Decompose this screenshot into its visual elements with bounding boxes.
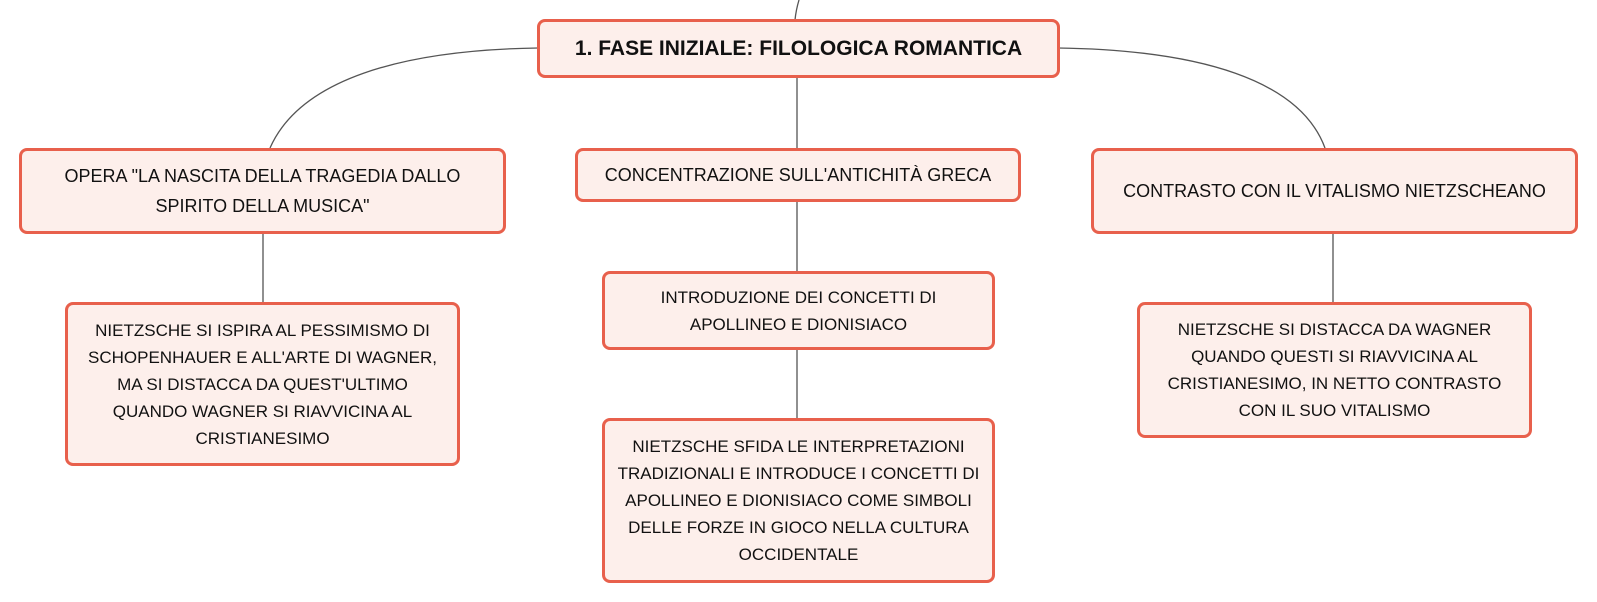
branch-node-contrasto[interactable]: CONTRASTO CON IL VITALISMO NIETZSCHEANO — [1091, 148, 1578, 234]
connector-root-to-contrasto — [1058, 48, 1325, 148]
root-node[interactable]: 1. FASE INIZIALE: FILOLOGICA ROMANTICA — [537, 19, 1060, 78]
leaf-node-schopenhauer[interactable]: NIETZSCHE SI ISPIRA AL PESSIMISMO DI SCHOPENHAUER E ALL'ARTE DI WAGNER, MA SI DISTACCA DA QUEST'ULTIMO QUANDO WAGNER SI RIAVVICINA AL CRISTIANESIMO — [65, 302, 460, 466]
connector-root-to-opera — [270, 48, 538, 148]
branch-node-opera[interactable]: OPERA "LA NASCITA DELLA TRAGEDIA DALLO SPIRITO DELLA MUSICA" — [19, 148, 506, 234]
connector-root-to-parent — [795, 0, 799, 20]
leaf-node-distacco[interactable]: NIETZSCHE SI DISTACCA DA WAGNER QUANDO QUESTI SI RIAVVICINA AL CRISTIANESIMO, IN NETTO CONTRASTO CON IL SUO VITALISMO — [1137, 302, 1532, 438]
child-node-introduzione[interactable]: INTRODUZIONE DEI CONCETTI DI APOLLINEO E DIONISIACO — [602, 271, 995, 350]
branch-node-concentrazione[interactable]: CONCENTRAZIONE SULL'ANTICHITÀ GRECA — [575, 148, 1021, 202]
leaf-node-sfida[interactable]: NIETZSCHE SFIDA LE INTERPRETAZIONI TRADIZIONALI E INTRODUCE I CONCETTI DI APOLLINEO E DIONISIACO COME SIMBOLI DELLE FORZE IN GIOCO NELLA CULTURA OCCIDENTALE — [602, 418, 995, 583]
